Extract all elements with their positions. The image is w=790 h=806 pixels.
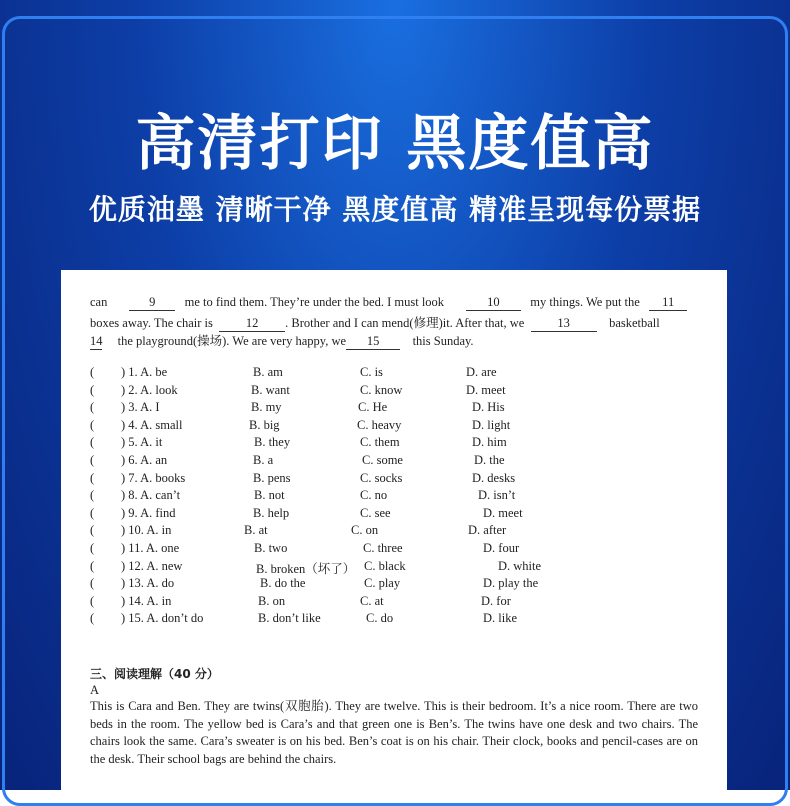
passage-text: my things. We put the [530,295,640,309]
question-paren: ( [90,400,95,415]
question-option-c: C. on [351,523,379,538]
question-paren: ( [90,611,95,626]
question-option-d: D. play the [483,576,539,591]
question-option-b: B. they [254,435,291,450]
passage-text: . Brother and I can mend(修理)it. After that, we [285,316,525,330]
question-paren: ( [90,576,95,591]
question-option-c: C. heavy [357,417,402,432]
banner-title: 高清打印 黑度值高 [135,109,655,179]
question-paren: ( [90,435,95,450]
question-paren: ( [90,541,95,555]
question-option-d: D. the [474,453,505,467]
question-option-c: C. them [360,435,400,450]
question-option-d: D. light [472,417,511,432]
question-option-a: ) 10. A. in [121,523,172,538]
question-paren: ( [90,558,95,573]
question-option-d: D. are [466,365,497,379]
banner-subtitle: 优质油墨 清晰干净 黑度值高 精准呈现每份票据 [88,193,702,226]
question-option-a: ) 4. A. small [121,417,183,432]
question-paren: ( [90,593,95,608]
question-option-a: ) 2. A. look [121,382,178,397]
question-option-d: D. after [468,523,507,538]
question-option-b: B. not [254,488,285,503]
blank-14: 14 [90,334,103,348]
question-option-d: D. desks [472,470,516,485]
question-option-d: D. His [472,400,505,415]
passage-line-1 [90,295,687,311]
question-paren: ( [90,470,95,485]
reading-heading: 三、阅读理解（40 分） [90,667,219,681]
passage-line-2 [90,313,660,332]
question-option-b: B. don’t like [258,611,321,626]
question-option-b: B. two [254,541,288,555]
question-option-d: D. four [483,541,520,555]
passage-label: A [90,683,100,697]
question-paren: ( [90,523,95,538]
passage-text: basketball [609,316,660,330]
question-option-c: C. is [360,365,383,379]
question-option-c: C. no [360,488,388,503]
question-paren: ( [90,505,95,520]
passage-text: me to find them. They’re under the bed. I must look [184,295,445,309]
question-option-b: B. help [253,505,290,520]
question-option-c: C. He [358,400,388,415]
passage-text: the playground(操场). We are very happy, we [117,334,347,348]
question-option-a: ) 12. A. new [121,558,183,573]
passage-text: can [90,295,108,309]
question-option-c: C. play [364,576,401,591]
question-option-c: C. know [360,382,403,397]
question-option-a: ) 1. A. be [121,365,168,379]
question-option-a: ) 15. A. don’t do [121,611,204,626]
question-option-a: ) 7. A. books [121,470,186,485]
question-option-b: B. pens [253,470,291,485]
reading-passage: This is Cara and Ben. They are twins(双胞胎). They are twelve. This is their bedroom. It’s a nice room. There are two beds in the room. The yellow bed is Cara’s and that green one is Ben’s. The twins have one desk and two chairs. The chairs look the same. Cara’s sweater is on his bed. Ben’s coat is on his chair. Their clock, books and pencil-cases are on the desk. Their school bags are behind the chairs. [90,699,698,766]
question-option-d: D. isn’t [478,488,516,503]
passage-text: boxes away. The chair is [90,316,213,330]
question-option-b: B. big [249,417,280,432]
question-option-d: D. white [498,558,542,573]
question-option-b: B. my [251,400,282,415]
question-option-b: B. do the [260,576,306,591]
question-option-a: ) 14. A. in [121,593,172,608]
question-paren: ( [90,488,95,503]
question-option-d: D. for [481,593,511,608]
question-option-a: ) 13. A. do [121,576,175,591]
question-option-b: B. am [253,365,283,379]
question-option-a: ) 8. A. can’t [121,488,181,503]
question-option-d: D. meet [483,505,523,520]
printed-paper [61,270,727,800]
question-option-a: ) 11. A. one [121,541,180,555]
question-option-d: D. meet [466,382,506,397]
question-paren: ( [90,453,95,467]
question-option-b: B. broken（坏了） [256,561,356,576]
question-option-c: C. three [363,541,403,555]
blank-10: 10 [466,295,521,311]
question-option-d: D. like [483,611,518,626]
question-paren: ( [90,365,95,379]
question-option-c: C. socks [360,470,403,485]
question-option-c: C. do [366,611,394,626]
question-option-b: B. want [251,382,290,397]
blank-9: 9 [129,295,175,311]
question-option-c: C. black [364,558,406,573]
question-option-b: B. a [253,453,274,467]
blank-12: 12 [219,316,285,332]
question-option-b: B. at [244,523,268,538]
question-option-a: ) 6. A. an [121,453,168,467]
question-option-a: ) 5. A. it [121,435,163,450]
blank-15: 15 [346,334,400,350]
passage-line-3 [90,331,474,350]
question-option-c: C. some [362,453,403,467]
question-option-c: C. see [360,505,391,520]
question-paren: ( [90,382,95,397]
question-paren: ( [90,417,95,432]
question-option-d: D. him [472,435,507,450]
question-option-a: ) 9. A. find [121,505,176,520]
blank-13: 13 [531,316,597,332]
blank-11: 11 [649,295,687,311]
question-option-a: ) 3. A. I [121,400,160,415]
question-option-c: C. at [360,593,384,608]
passage-text: this Sunday. [412,334,474,348]
question-option-b: B. on [258,593,286,608]
